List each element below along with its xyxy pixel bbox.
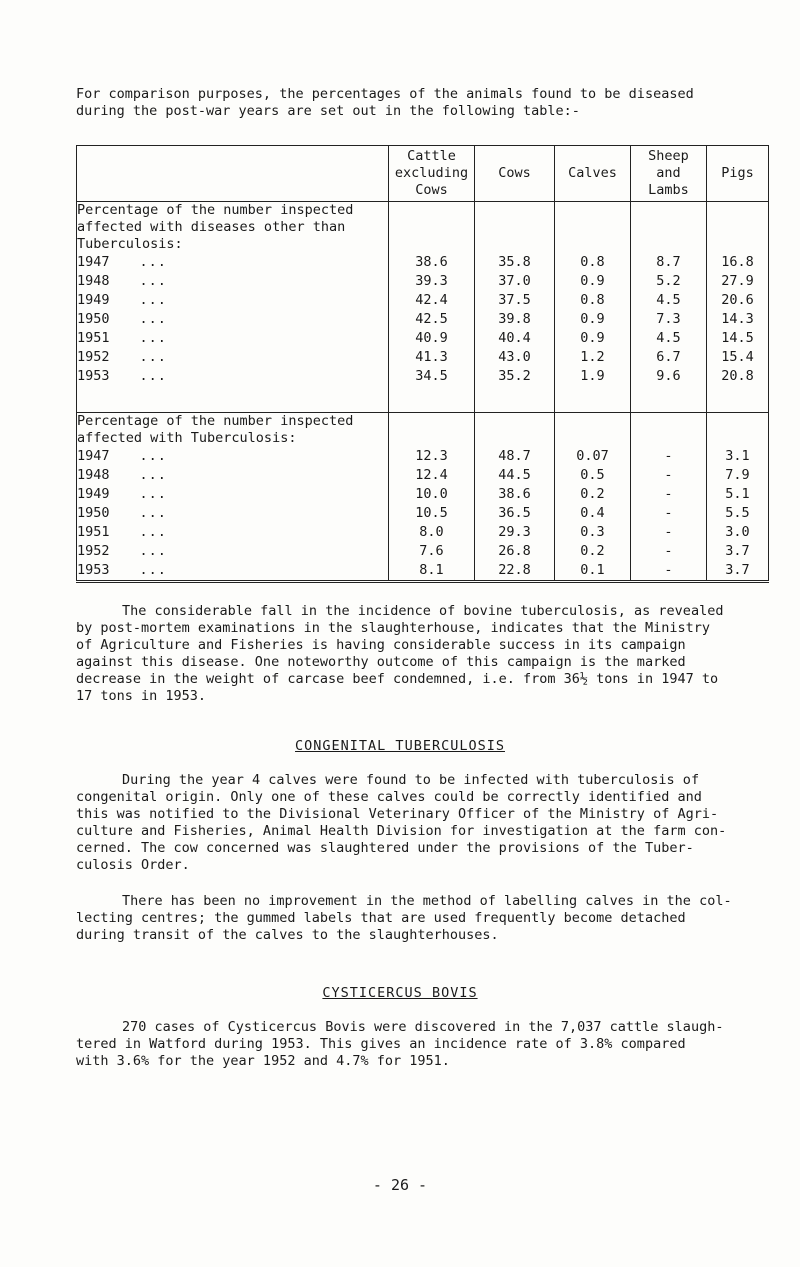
table-row: [77, 561, 769, 582]
year-cell: [77, 291, 389, 310]
value-cell: 0.9: [555, 329, 631, 348]
leader-dots: ...: [139, 448, 167, 464]
text-line: 17 tons in 1953.: [76, 688, 207, 704]
value-cell: 37.0: [475, 272, 555, 291]
value-cell: 1.2: [555, 348, 631, 367]
value-cell: 26.8: [475, 542, 555, 561]
year-cell: [77, 561, 389, 582]
value-cell: 42.5: [389, 310, 475, 329]
value-cell: 0.07: [555, 447, 631, 466]
year-label: 1951: [77, 524, 110, 540]
year-label: 1950: [77, 505, 110, 521]
value-cell: 35.2: [475, 367, 555, 413]
year-label: 1953: [77, 562, 110, 578]
paragraph-bovine-tb: [76, 603, 780, 705]
value-cell: 5.5: [707, 504, 769, 523]
value-cell: -: [631, 542, 707, 561]
table-row: [77, 504, 769, 523]
value-cell: 36.5: [475, 504, 555, 523]
value-cell: 0.4: [555, 504, 631, 523]
col-header-calves: Calves: [555, 146, 631, 202]
heading-cysticercus-bovis: CYSTICERCUS BOVIS: [322, 985, 478, 1001]
text-line: culture and Fisheries, Animal Health Division for investigation at the farm con-: [76, 823, 727, 839]
table-row: [77, 447, 769, 466]
text-line: congenital origin. Only one of these calves could be correctly identified and: [76, 789, 702, 805]
table-row: [77, 348, 769, 367]
value-cell: 10.0: [389, 485, 475, 504]
year-cell: [77, 253, 389, 272]
table-row: [77, 485, 769, 504]
value-cell: 1.9: [555, 367, 631, 413]
text-line: lecting centres; the gummed labels that are used frequently become detached: [76, 910, 686, 926]
value-cell: 15.4: [707, 348, 769, 367]
year-cell: [77, 504, 389, 523]
value-cell: 20.8: [707, 367, 769, 413]
section-heading-line: affected with Tuberculosis:: [77, 430, 297, 446]
text-line: of Agriculture and Fisheries is having considerable success in its campaign: [76, 637, 686, 653]
year-cell: [77, 367, 389, 413]
value-cell: 43.0: [475, 348, 555, 367]
text-line: during transit of the calves to the slaughterhouses.: [76, 927, 499, 943]
value-cell: 3.1: [707, 447, 769, 466]
value-cell: -: [631, 466, 707, 485]
value-cell: 40.9: [389, 329, 475, 348]
year-cell: [77, 272, 389, 291]
intro-line: during the post-war years are set out in the following table:-: [76, 103, 580, 119]
paragraph-congenital: [76, 772, 780, 874]
value-cell: 5.1: [707, 485, 769, 504]
year-cell: [77, 466, 389, 485]
value-cell: 3.7: [707, 561, 769, 582]
value-cell: 0.8: [555, 291, 631, 310]
value-cell: 39.3: [389, 272, 475, 291]
heading-congenital-tuberculosis: CONGENITAL TUBERCULOSIS: [295, 738, 505, 754]
value-cell: 7.9: [707, 466, 769, 485]
text-line: During the year 4 calves were found to be infected with tuberculosis of: [122, 772, 700, 788]
value-cell: 27.9: [707, 272, 769, 291]
year-label: 1948: [77, 467, 110, 483]
leader-dots: ...: [139, 368, 167, 384]
value-cell: 9.6: [631, 367, 707, 413]
leader-dots: ...: [139, 562, 167, 578]
value-cell: 14.3: [707, 310, 769, 329]
text-line: culosis Order.: [76, 857, 190, 873]
table-row: [77, 272, 769, 291]
value-cell: 7.6: [389, 542, 475, 561]
table-row: [77, 253, 769, 272]
value-cell: 41.3: [389, 348, 475, 367]
text-line: against this disease. One noteworthy outcome of this campaign is the marked: [76, 654, 686, 670]
table-row: [77, 466, 769, 485]
section-heading-row: [77, 413, 769, 448]
year-label: 1947: [77, 254, 110, 270]
section-heading-line: Percentage of the number inspected: [77, 202, 354, 218]
text-line: decrease in the weight of carcase beef condemned, i.e. from 36½ tons in 1947 to: [76, 671, 719, 687]
paragraph-labelling: [76, 893, 780, 944]
value-cell: 42.4: [389, 291, 475, 310]
leader-dots: ...: [139, 311, 167, 327]
year-cell: [77, 523, 389, 542]
value-cell: 38.6: [475, 485, 555, 504]
value-cell: 10.5: [389, 504, 475, 523]
text-line: cerned. The cow concerned was slaughtered under the provisions of the Tuber-: [76, 840, 694, 856]
paragraph-cysticercus: [76, 1019, 780, 1070]
text-line: There has been no improvement in the method of labelling calves in the col-: [122, 893, 732, 909]
leader-dots: ...: [139, 486, 167, 502]
page-number: - 26 -: [372, 1176, 428, 1194]
table-row: [77, 542, 769, 561]
table-row: [77, 367, 769, 413]
year-label: 1950: [77, 311, 110, 327]
value-cell: -: [631, 504, 707, 523]
year-cell: [77, 447, 389, 466]
value-cell: 3.0: [707, 523, 769, 542]
leader-dots: ...: [139, 349, 167, 365]
value-cell: -: [631, 523, 707, 542]
col-header-sheep: Sheep and Lambs: [631, 146, 707, 202]
year-cell: [77, 310, 389, 329]
col-header-cattle: Cattle excluding Cows: [389, 146, 475, 202]
intro-text: [76, 86, 780, 120]
value-cell: 8.0: [389, 523, 475, 542]
value-cell: 39.8: [475, 310, 555, 329]
value-cell: 3.7: [707, 542, 769, 561]
leader-dots: ...: [139, 254, 167, 270]
text-line: by post-mortem examinations in the slaughterhouse, indicates that the Ministry: [76, 620, 710, 636]
text-line: this was notified to the Divisional Veterinary Officer of the Ministry of Agri-: [76, 806, 719, 822]
year-cell: [77, 348, 389, 367]
leader-dots: ...: [139, 467, 167, 483]
value-cell: 8.7: [631, 253, 707, 272]
value-cell: 0.2: [555, 542, 631, 561]
leader-dots: ...: [139, 330, 167, 346]
text-line: 270 cases of Cysticercus Bovis were discovered in the 7,037 cattle slaugh-: [122, 1019, 724, 1035]
table-row: [77, 310, 769, 329]
section-heading: [77, 413, 389, 448]
value-cell: 38.6: [389, 253, 475, 272]
col-header-pigs: Pigs: [707, 146, 769, 202]
disease-percentage-table: [76, 145, 769, 583]
section-other-diseases: [77, 202, 769, 413]
section-heading-row: [77, 202, 769, 254]
value-cell: 5.2: [631, 272, 707, 291]
value-cell: 0.5: [555, 466, 631, 485]
section-heading-line: affected with diseases other than: [77, 219, 346, 235]
table-row: [77, 291, 769, 310]
value-cell: 34.5: [389, 367, 475, 413]
year-label: 1948: [77, 273, 110, 289]
text-line: with 3.6% for the year 1952 and 4.7% for 1951.: [76, 1053, 450, 1069]
table-row: [77, 329, 769, 348]
section-tuberculosis: [77, 413, 769, 582]
value-cell: 29.3: [475, 523, 555, 542]
year-cell: [77, 542, 389, 561]
table-row: [77, 523, 769, 542]
value-cell: 0.8: [555, 253, 631, 272]
leader-dots: ...: [139, 292, 167, 308]
value-cell: 14.5: [707, 329, 769, 348]
year-label: 1947: [77, 448, 110, 464]
value-cell: 0.1: [555, 561, 631, 582]
leader-dots: ...: [139, 543, 167, 559]
value-cell: 0.3: [555, 523, 631, 542]
value-cell: 8.1: [389, 561, 475, 582]
year-label: 1952: [77, 349, 110, 365]
value-cell: 4.5: [631, 329, 707, 348]
value-cell: 0.9: [555, 310, 631, 329]
value-cell: 37.5: [475, 291, 555, 310]
value-cell: 6.7: [631, 348, 707, 367]
value-cell: 20.6: [707, 291, 769, 310]
year-label: 1952: [77, 543, 110, 559]
section-heading-line: Percentage of the number inspected: [77, 413, 354, 429]
header-blank: [77, 146, 389, 202]
section-heading-line: Tuberculosis:: [77, 236, 183, 252]
value-cell: 40.4: [475, 329, 555, 348]
year-label: 1949: [77, 486, 110, 502]
value-cell: 35.8: [475, 253, 555, 272]
value-cell: 0.2: [555, 485, 631, 504]
text-line: tered in Watford during 1953. This gives an incidence rate of 3.8% compared: [76, 1036, 686, 1052]
value-cell: 12.3: [389, 447, 475, 466]
text-line: The considerable fall in the incidence of bovine tuberculosis, as revealed: [122, 603, 724, 619]
table-header-row: [77, 146, 769, 202]
year-label: 1951: [77, 330, 110, 346]
value-cell: -: [631, 447, 707, 466]
year-label: 1949: [77, 292, 110, 308]
year-cell: [77, 329, 389, 348]
value-cell: 4.5: [631, 291, 707, 310]
value-cell: 0.9: [555, 272, 631, 291]
value-cell: 7.3: [631, 310, 707, 329]
value-cell: 44.5: [475, 466, 555, 485]
value-cell: -: [631, 561, 707, 582]
value-cell: 12.4: [389, 466, 475, 485]
value-cell: -: [631, 485, 707, 504]
value-cell: 48.7: [475, 447, 555, 466]
section-heading: [77, 202, 389, 254]
value-cell: 16.8: [707, 253, 769, 272]
leader-dots: ...: [139, 273, 167, 289]
year-cell: [77, 485, 389, 504]
leader-dots: ...: [139, 505, 167, 521]
leader-dots: ...: [139, 524, 167, 540]
col-header-cows: Cows: [475, 146, 555, 202]
value-cell: 22.8: [475, 561, 555, 582]
intro-line: For comparison purposes, the percentages of the animals found to be diseased: [76, 86, 694, 102]
year-label: 1953: [77, 368, 110, 384]
